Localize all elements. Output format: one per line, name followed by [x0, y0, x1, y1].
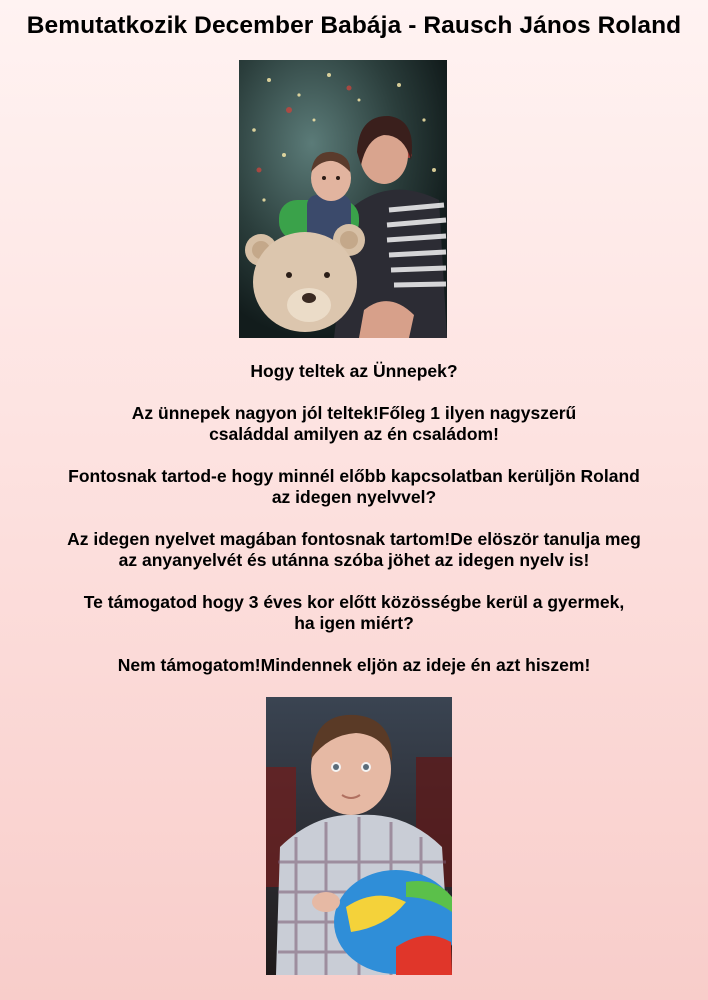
question-1: Hogy teltek az Ünnepek? — [250, 361, 458, 381]
family-christmas-photo-graphic — [239, 60, 447, 338]
child-portrait-photo-graphic — [266, 697, 452, 975]
answer-1-line-2: családdal amilyen az én családom! — [209, 424, 499, 444]
answer-2-line-2: az anyanyelvét és utánna szóba jöhet az idegen nyelv is! — [118, 550, 590, 570]
page-title: Bemutatkozik December Babája - Rausch János Roland — [26, 12, 682, 39]
family-christmas-photo — [239, 60, 447, 338]
question-3-line-2: ha igen miért? — [294, 613, 414, 633]
child-portrait-photo — [266, 697, 452, 975]
answer-3: Nem támogatom!Mindennek eljön az ideje én azt hiszem! — [117, 655, 591, 675]
question-3-line-1: Te támogatod hogy 3 éves kor előtt közösségbe kerül a gyermek, — [83, 592, 625, 612]
answer-1-line-1: Az ünnepek nagyon jól teltek!Főleg 1 ilyen nagyszerű — [131, 403, 577, 423]
interview-text — [0, 361, 708, 676]
answer-2-line-1: Az idegen nyelvet magában fontosnak tartom!De elöször tanulja meg — [67, 529, 641, 549]
question-2-line-2: az idegen nyelvvel? — [271, 487, 437, 507]
question-2-line-1: Fontosnak tartod-e hogy minnél előbb kapcsolatban kerüljön Roland — [68, 466, 640, 486]
